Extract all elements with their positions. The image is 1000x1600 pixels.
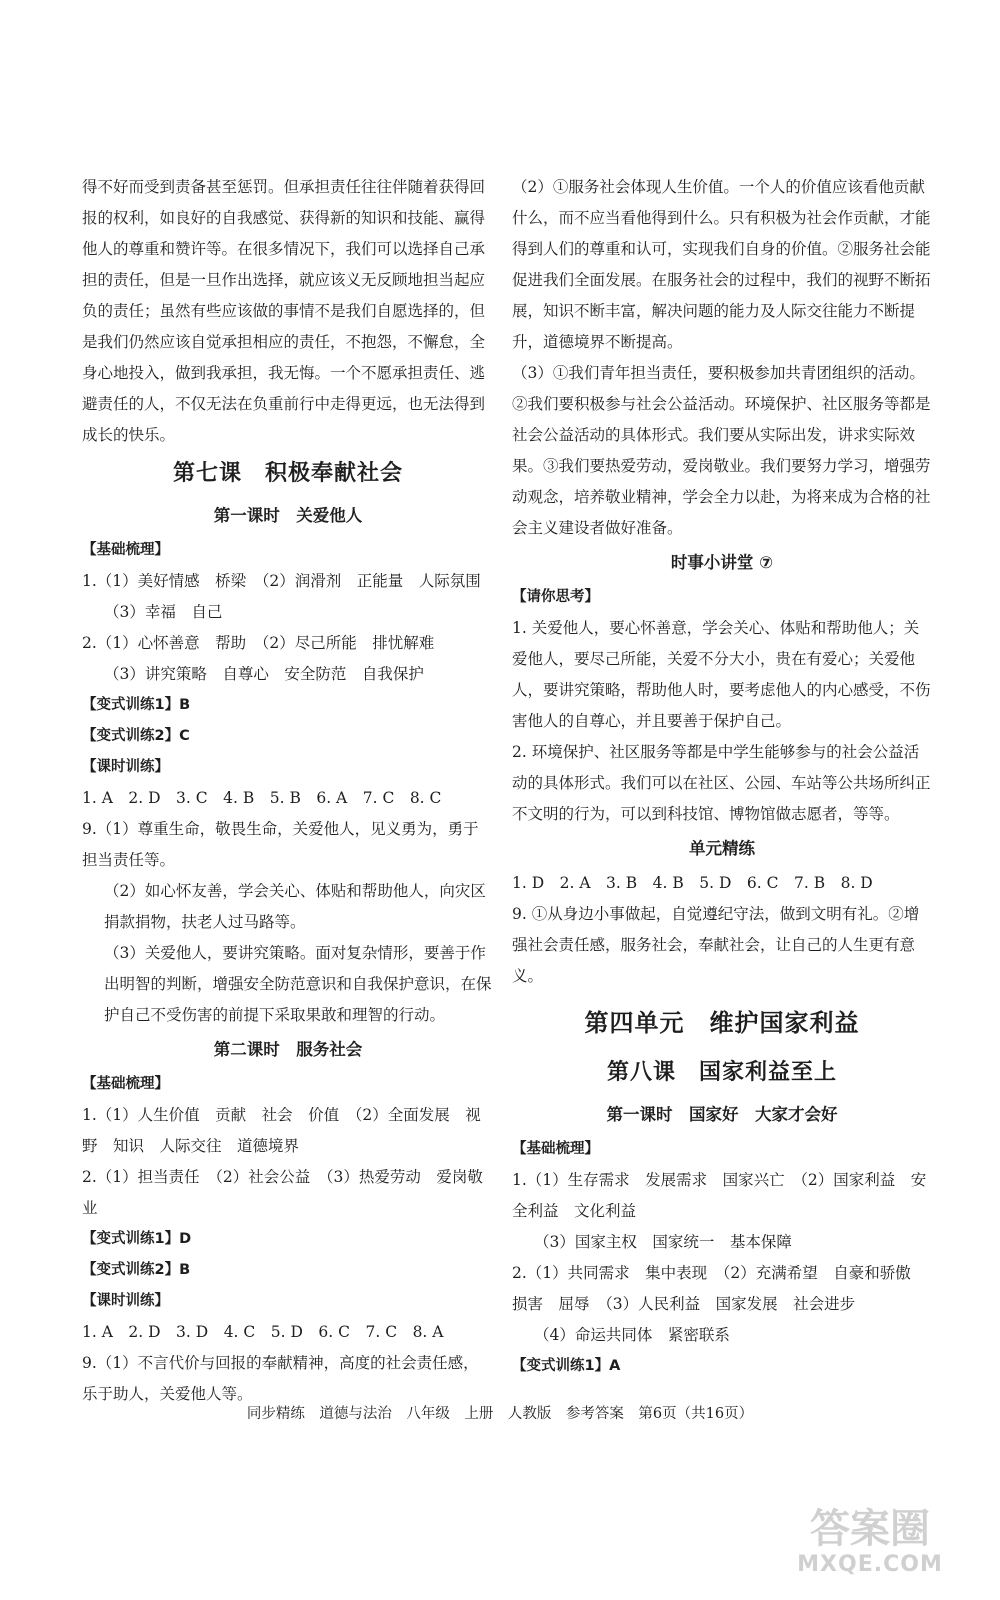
tag-think: 【请你思考】 (512, 589, 599, 605)
answer-line: （3）国家主权 国家统一 基本保障 (534, 1233, 792, 1251)
answer-paragraph: 2. 环境保护、社区服务等都是中学生能够参与的社会公益活动的具体形式。我们可以在社区、公园、车站等公共场所纠正不文明的行为，可以到科技馆、博物馆做志愿者，等等。 (512, 743, 931, 823)
lesson8-title: 第八课 国家利益至上 (606, 1060, 837, 1085)
watermark-logo (770, 1506, 970, 1586)
unit4-title: 第四单元 维护国家利益 (584, 1009, 860, 1037)
answer-line: （3）讲究策略 自尊心 安全防范 自我保护 (104, 665, 424, 683)
watermark-text: 答案圈 (810, 1506, 930, 1552)
answer-line: 2.（1）共同需求 集中表现 （2）充满希望 自豪和骄傲 损害 屈辱 （3）人民利益 国家发展 社会进步 (512, 1264, 927, 1313)
lesson7-title: 第七课 积极奉献社会 (172, 461, 403, 486)
answer-line: 2.（1）心怀善意 帮助 （2）尽己所能 排忧解难 (82, 634, 435, 652)
answer-paragraph: 9.（1）尊重生命，敬畏生命，关爱他人，见义勇为，勇于担当责任等。 (82, 820, 479, 869)
tag-basic-review: 【基础梳理】 (82, 1076, 169, 1092)
answer-paragraph: （2）①服务社会体现人生价值。一个人的价值应该看他贡献什么，而不应当看他得到什么。只有积极为社会作贡献，才能得到人们的尊重和认可，实现我们自身的价值。②服务社会能促进我们全面发展。在服务社会的过程中，我们的视野不断拓展，知识不断丰富，解决问题的能力及人际交往能力不断提升，道德境界不断提高。 (512, 178, 931, 351)
answer-line: （3）幸福 自己 (104, 603, 223, 621)
choice-answers: 1. A 2. D 3. C 4. B 5. B 6. A 7. C 8. C (82, 789, 442, 807)
section3-title: 第一课时 国家好 大家才会好 (606, 1105, 838, 1124)
answer-line: 1.（1）人生价值 贡献 社会 价值 （2）全面发展 视野 知识 人际交往 道德境界 (82, 1106, 481, 1155)
answer-line: 1.（1）生存需求 发展需求 国家兴亡 （2）国家利益 安全利益 文化利益 (512, 1171, 927, 1220)
intro-paragraph: 得不好而受到责备甚至惩罚。但承担责任往往伴随着获得回报的权利，如良好的自我感觉、获得新的知识和技能、赢得他人的尊重和赞许等。在很多情况下，我们可以选择自己承担的责任，但是一旦作出选择，就应该义无反顾地担当起应负的责任；虽然有些应该做的事情不是我们自愿选择的，但是我们仍然应该自觉承担相应的责任，不抱怨，不懈怠，全身心地投入，做到我承担，我无悔。一个不愿承担责任、逃避责任的人，不仅无法在负重前行中走得更远，也无法得到成长的快乐。 (82, 178, 486, 444)
tag-variant-1: 【变式训练1】A (512, 1358, 621, 1374)
tag-basic-review: 【基础梳理】 (512, 1141, 599, 1157)
answer-paragraph: （3）①我们青年担当责任，要积极参加共青团组织的活动。②我们要积极参与社会公益活动。环境保护、社区服务等都是社会公益活动的具体形式。我们要从实际出发，讲求实际效果。③我们要热爱劳动，爱岗敬业。我们要努力学习，增强劳动观念，培养敬业精神，学会全力以赴，为将来成为合格的社会主义建设者做好准备。 (512, 364, 931, 537)
tag-class-training: 【课时训练】 (82, 759, 169, 775)
page-footer: 同步精练 道德与法治 八年级 上册 人教版 参考答案 第6页（共16页） (246, 1406, 754, 1422)
tag-class-training: 【课时训练】 (82, 1293, 169, 1309)
answer-paragraph: 9. ①从身边小事做起，自觉遵纪守法，做到文明有礼。②增强社会责任感，服务社会，奉献社会，让自己的人生更有意义。 (512, 905, 920, 985)
answer-paragraph: （3）关爱他人，要讲究策略。面对复杂情形，要善于作出明智的判断，增强安全防范意识和自我保护意识，在保护自己不受伤害的前提下采取果敢和理智的行动。 (104, 944, 492, 1024)
tag-variant-1: 【变式训练1】B (82, 697, 191, 713)
tag-basic-review: 【基础梳理】 (82, 542, 169, 558)
section1-title: 第一课时 关爱他人 (213, 506, 363, 525)
right-column (512, 172, 932, 1382)
tag-variant-2: 【变式训练2】B (82, 1262, 191, 1278)
answer-line: 2.（1）担当责任 （2）社会公益 （3）热爱劳动 爱岗敬业 (82, 1168, 483, 1217)
unit-practice-title: 单元精练 (689, 839, 755, 858)
news-lecture-title: 时事小讲堂 ⑦ (670, 553, 774, 572)
answer-paragraph: 1. 关爱他人，要心怀善意，学会关心、体贴和帮助他人；关爱他人，要尽己所能，关爱不分大小，贵在有爱心；关爱他人，要讲究策略，帮助他人时，要考虑他人的内心感受，不伤害他人的自尊心，并且要善于保护自己。 (512, 619, 931, 730)
answer-line: （4）命运共同体 紧密联系 (534, 1326, 730, 1344)
answer-paragraph: 9.（1）不言代价与回报的奉献精神，高度的社会责任感，乐于助人，关爱他人等。 (82, 1354, 479, 1403)
tag-variant-1: 【变式训练1】D (82, 1231, 192, 1247)
section2-title: 第二课时 服务社会 (213, 1040, 363, 1059)
watermark-url: MXQE.COM (797, 1552, 943, 1577)
answer-line: 1.（1）美好情感 桥梁 （2）润滑剂 正能量 人际氛围 (82, 572, 481, 590)
choice-answers: 1. A 2. D 3. D 4. C 5. D 6. C 7. C 8. A (82, 1323, 444, 1341)
left-column (82, 172, 494, 1410)
answer-paragraph: （2）如心怀友善，学会关心、体贴和帮助他人，向灾区捐款捐物，扶老人过马路等。 (104, 882, 486, 931)
tag-variant-2: 【变式训练2】C (82, 728, 190, 744)
choice-answers: 1. D 2. A 3. B 4. B 5. D 6. C 7. B 8. D (512, 874, 873, 892)
